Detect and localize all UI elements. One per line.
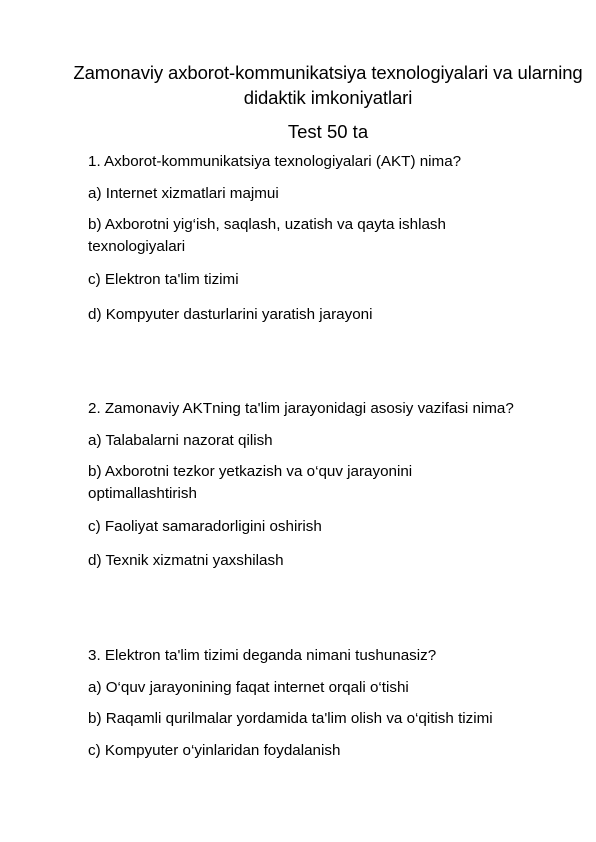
question-2-option-b: b) Axborotni tezkor yetkazish va o‘quv jarayonini optimallashtirish <box>88 463 413 502</box>
document-title: Zamonaviy axborot-kommunikatsiya texnologiyalari va ularning didaktik imkoniyatlari <box>73 62 583 108</box>
document-subtitle: Test 50 ta <box>287 121 369 142</box>
question-2-option-a: a) Talabalarni nazorat qilish <box>88 432 273 449</box>
question-2-text: 2. Zamonaviy AKTning ta'lim jarayonidagi asosiy vazifasi nima? <box>88 400 514 417</box>
question-2-option-d: d) Texnik xizmatni yaxshilash <box>88 552 284 569</box>
question-3-text: 3. Elektron ta'lim tizimi deganda nimani tushunasiz? <box>88 647 437 664</box>
question-3-option-b: b) Raqamli qurilmalar yordamida ta'lim olish va o‘qitish tizimi <box>88 710 493 727</box>
question-2-option-c: c) Faoliyat samaradorligini oshirish <box>88 518 322 535</box>
question-1-option-b: b) Axborotni yig‘ish, saqlash, uzatish va qayta ishlash texnologiyalari <box>88 216 446 255</box>
question-1-text: 1. Axborot-kommunikatsiya texnologiyalari (AKT) nima? <box>88 153 462 170</box>
question-1-option-c: c) Elektron ta'lim tizimi <box>88 271 239 288</box>
question-1-option-a: a) Internet xizmatlari majmui <box>88 185 279 202</box>
question-3-option-a: a) O‘quv jarayonining faqat internet orqali o‘tishi <box>88 679 409 696</box>
question-3-option-c: c) Kompyuter o‘yinlaridan foydalanish <box>88 742 341 759</box>
question-1-option-d: d) Kompyuter dasturlarini yaratish jarayoni <box>88 306 373 323</box>
